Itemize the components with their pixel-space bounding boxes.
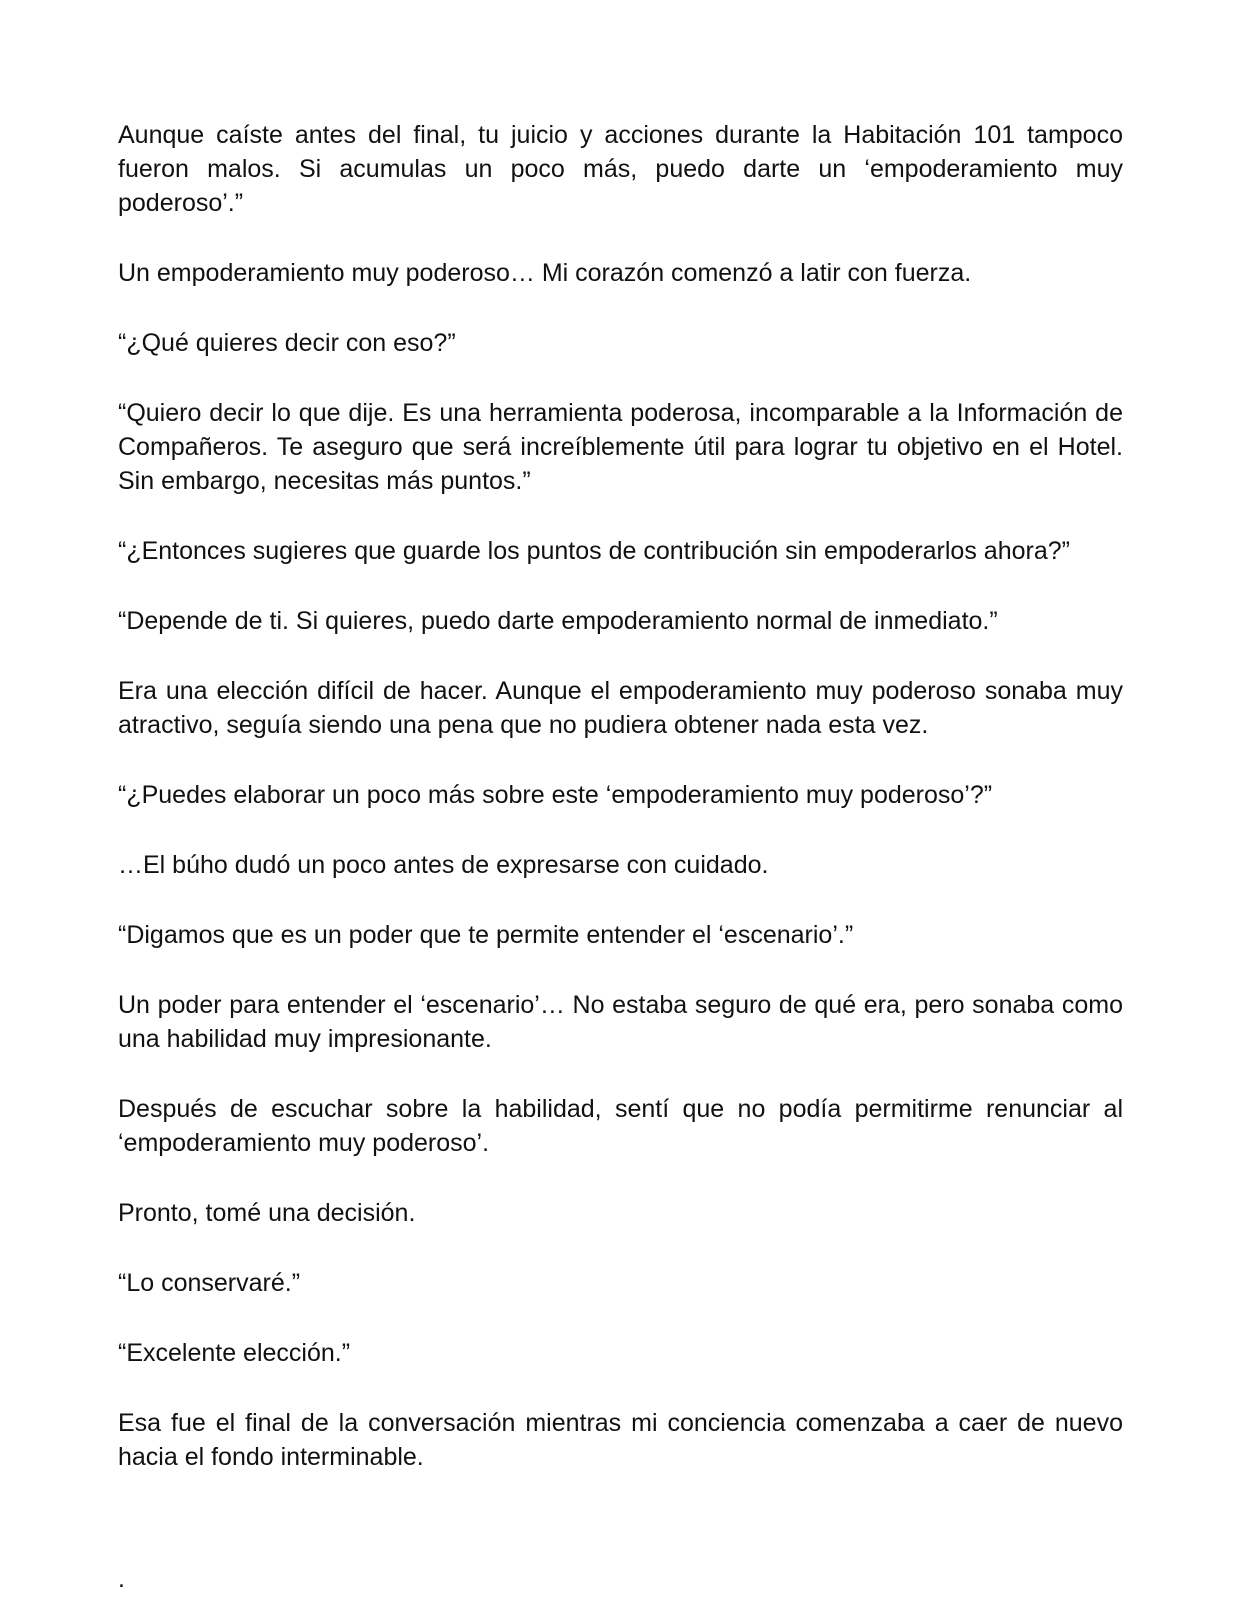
paragraph-1: Aunque caíste antes del final, tu juicio y acciones durante la Habitación 101 tampoco fueron malos. Si acumulas un poco más, puedo darte un ‘empoderamiento muy poderoso’.” <box>118 121 1123 217</box>
paragraph-8: “¿Puedes elaborar un poco más sobre este ‘empoderamiento muy poderoso’?” <box>118 781 993 809</box>
paragraph-11: Un poder para entender el ‘escenario’… No estaba seguro de qué era, pero sonaba como una habilidad muy impresionante. <box>118 991 1123 1053</box>
paragraph-2: Un empoderamiento muy poderoso… Mi corazón comenzó a latir con fuerza. <box>118 259 972 287</box>
paragraph-7: Era una elección difícil de hacer. Aunque el empoderamiento muy poderoso sonaba muy atractivo, seguía siendo una pena que no pudiera obtener nada esta vez. <box>118 677 1123 739</box>
document-body <box>118 118 1123 1510</box>
paragraph-12: Después de escuchar sobre la habilidad, sentí que no podía permitirme renunciar al ‘empoderamiento muy poderoso’. <box>118 1095 1123 1157</box>
paragraph-14: “Lo conservaré.” <box>118 1269 301 1297</box>
trailing-period-mark: . <box>118 1565 125 1593</box>
paragraph-15: “Excelente elección.” <box>118 1339 351 1367</box>
paragraph-10: “Digamos que es un poder que te permite entender el ‘escenario’.” <box>118 921 854 949</box>
paragraph-16: Esa fue el final de la conversación mientras mi conciencia comenzaba a caer de nuevo hacia el fondo interminable. <box>118 1409 1123 1471</box>
paragraph-13: Pronto, tomé una decisión. <box>118 1199 416 1227</box>
paragraph-6: “Depende de ti. Si quieres, puedo darte empoderamiento normal de inmediato.” <box>118 607 998 635</box>
paragraph-3: “¿Qué quieres decir con eso?” <box>118 329 456 357</box>
paragraph-4: “Quiero decir lo que dije. Es una herramienta poderosa, incomparable a la Información de Compañeros. Te aseguro que será increíblemente útil para lograr tu objetivo en el Hotel. Sin embargo, necesitas más puntos.” <box>118 399 1123 495</box>
paragraph-9: …El búho dudó un poco antes de expresarse con cuidado. <box>118 851 769 879</box>
paragraph-5: “¿Entonces sugieres que guarde los puntos de contribución sin empoderarlos ahora?” <box>118 537 1070 565</box>
